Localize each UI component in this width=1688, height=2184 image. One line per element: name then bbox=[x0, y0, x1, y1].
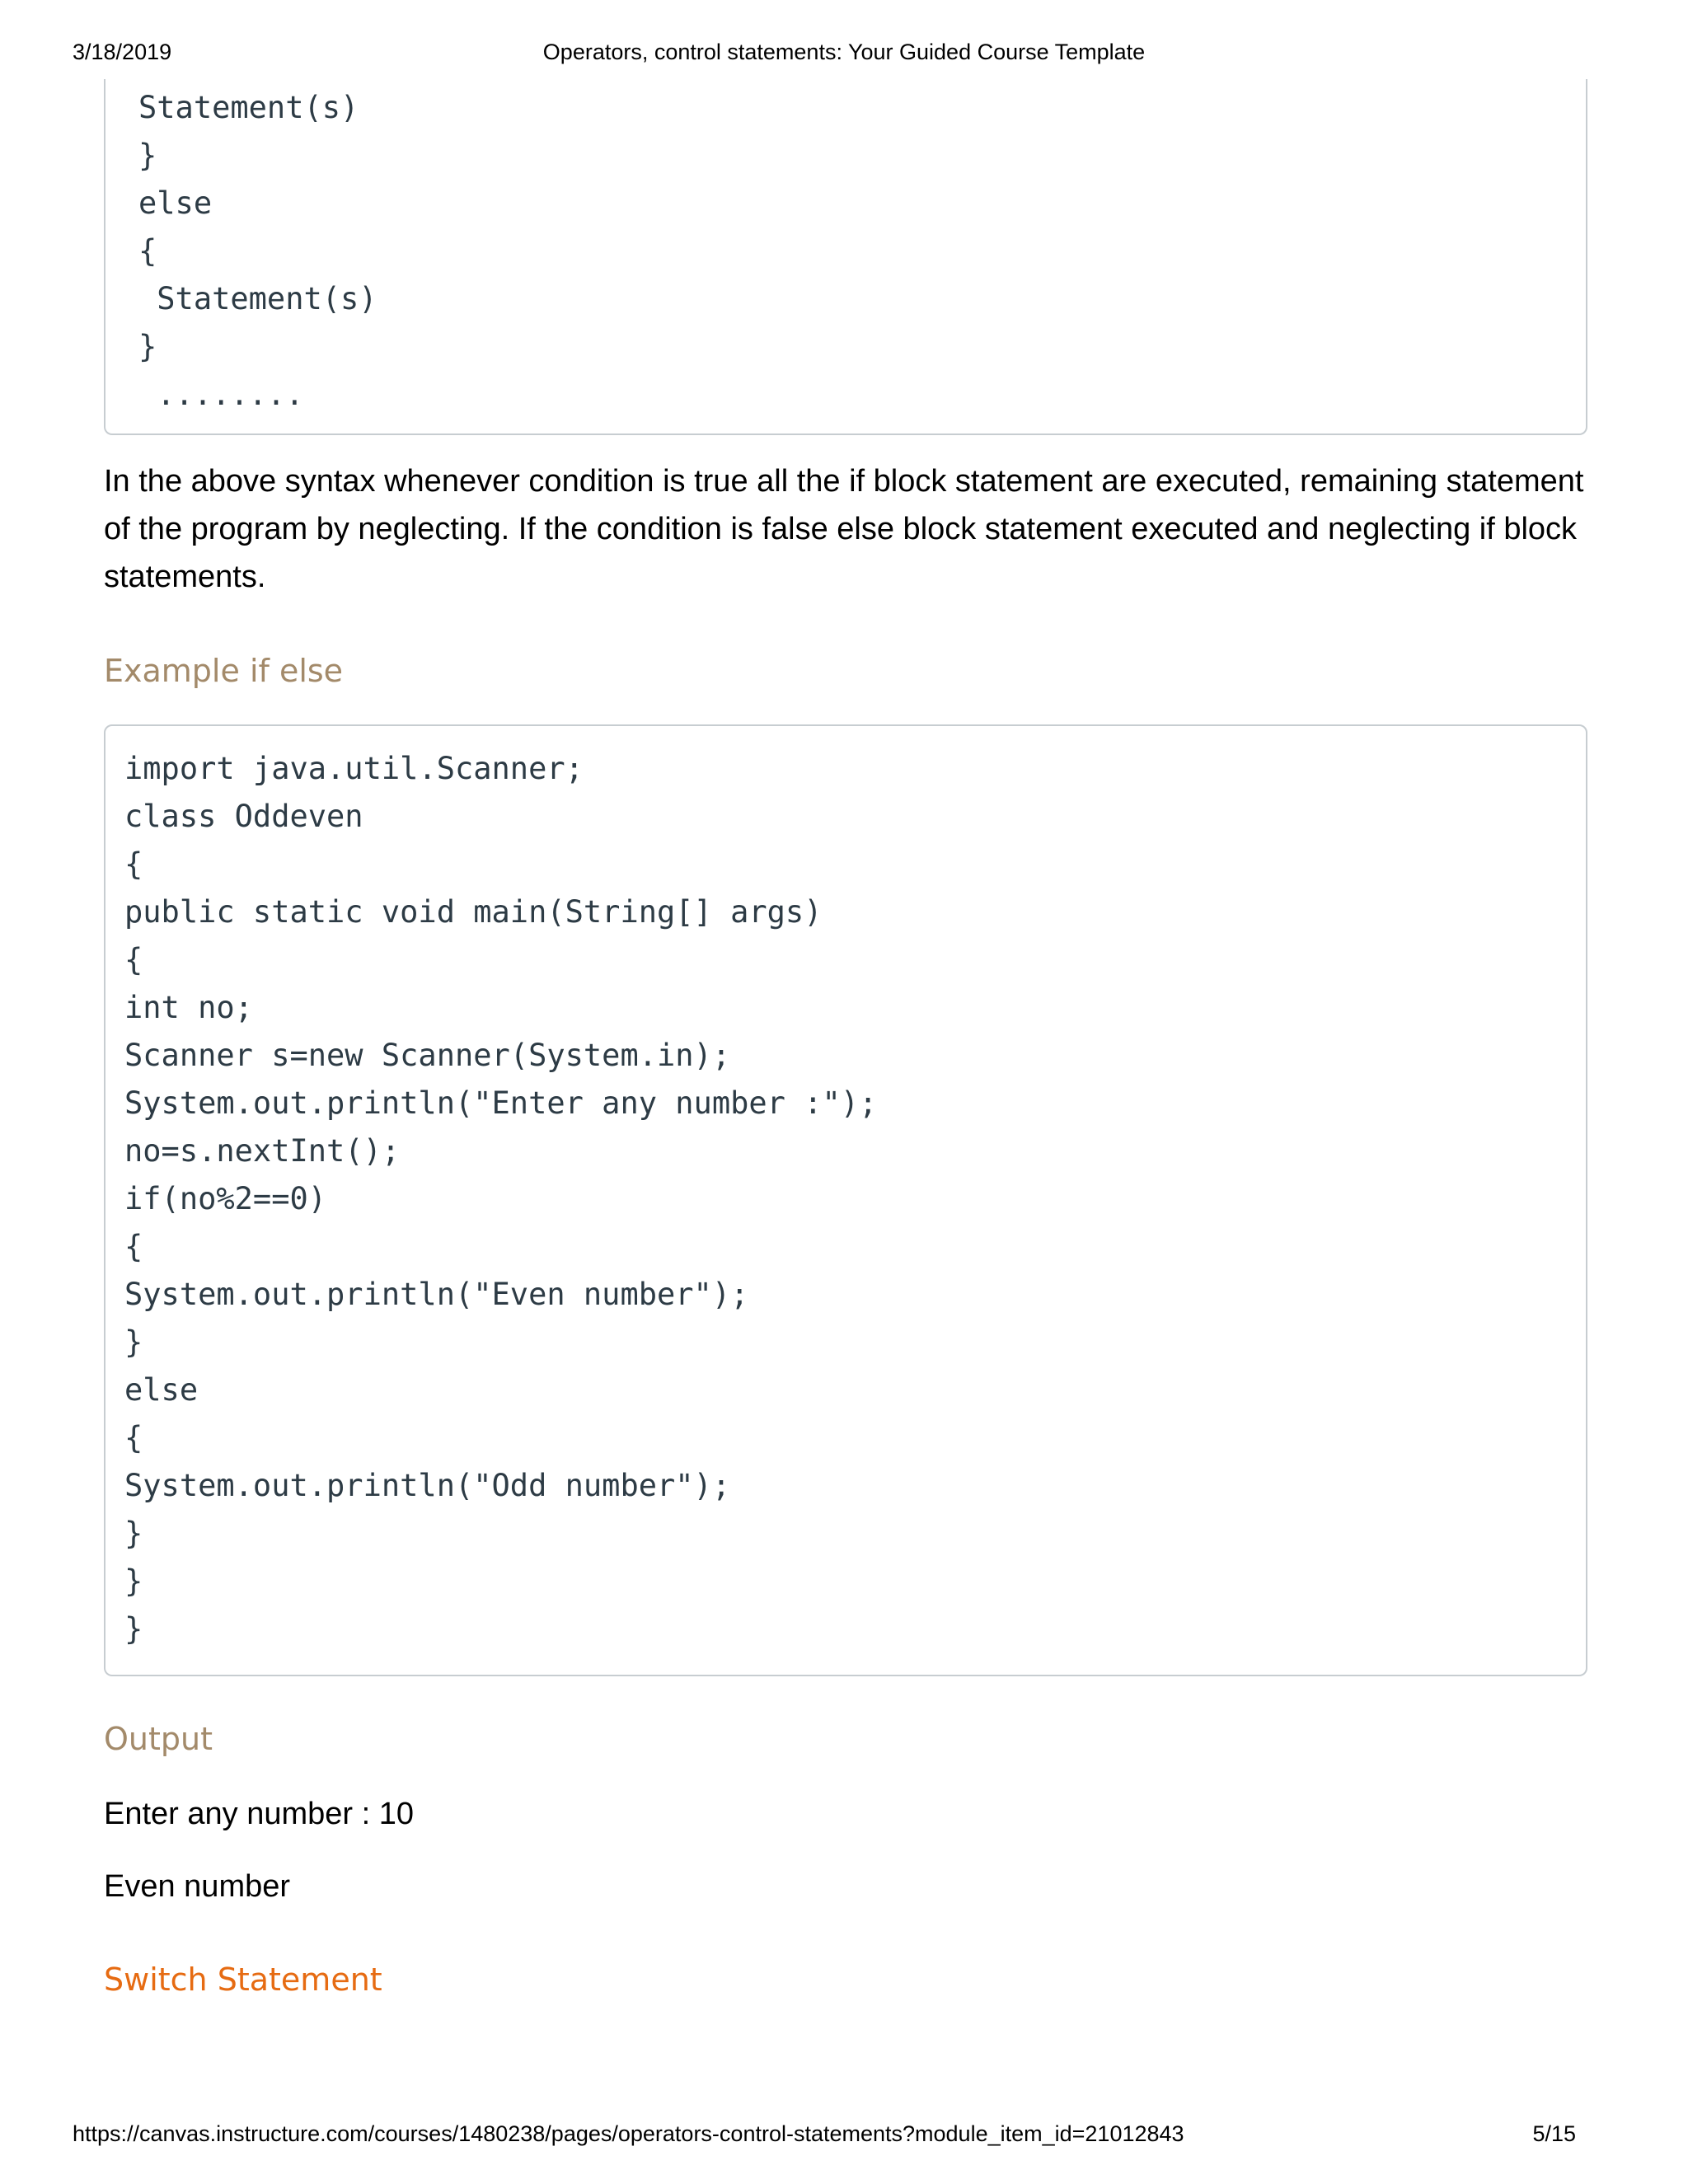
code-line: public static void main(String[] args) bbox=[124, 894, 823, 930]
code-line: else bbox=[138, 185, 213, 221]
code-line: } bbox=[124, 1324, 143, 1360]
code-line: no=s.nextInt(); bbox=[124, 1133, 401, 1169]
print-date: 3/18/2019 bbox=[73, 40, 172, 64]
code-line: { bbox=[124, 1420, 143, 1455]
code-line: else bbox=[124, 1372, 199, 1408]
code-line: { bbox=[124, 942, 143, 977]
print-footer bbox=[73, 2121, 1615, 2154]
output-heading: Output bbox=[104, 1721, 213, 1757]
code-line: Scanner s=new Scanner(System.in); bbox=[124, 1038, 731, 1073]
code-line: } bbox=[124, 1563, 143, 1599]
code-line: } bbox=[138, 138, 157, 173]
code-line: } bbox=[124, 1611, 143, 1647]
code-line: } bbox=[124, 1516, 143, 1551]
page-url: https://canvas.instructure.com/courses/1480238/pages/operators-control-statements?module_item_id=21012843 bbox=[73, 2121, 1184, 2146]
output-line: Even number bbox=[104, 1869, 291, 1904]
code-line: class Oddeven bbox=[124, 799, 363, 834]
code-line: System.out.println("Odd number"); bbox=[124, 1468, 731, 1503]
output-line: Enter any number : 10 bbox=[104, 1797, 414, 1831]
code-line: Statement(s) bbox=[138, 90, 359, 125]
code-line: System.out.println("Enter any number :"); bbox=[124, 1085, 878, 1121]
code-line: { bbox=[124, 1229, 143, 1264]
code-line: { bbox=[138, 233, 157, 269]
syntax-code-block bbox=[104, 79, 1587, 435]
code-line: int no; bbox=[124, 990, 253, 1025]
print-header bbox=[73, 40, 1615, 73]
code-line: Statement(s) bbox=[138, 281, 377, 316]
code-line: if(no%2==0) bbox=[124, 1181, 327, 1216]
code-line: { bbox=[124, 846, 143, 882]
code-line: import java.util.Scanner; bbox=[124, 751, 584, 786]
switch-statement-heading: Switch Statement bbox=[104, 1961, 382, 1998]
explanation-paragraph: In the above syntax whenever condition is true all the if block statement are executed, remaining statement of the program by neglecting. If the condition is false else block statement executed and neglecting if block statements. bbox=[104, 464, 1584, 594]
page-number: 5/15 bbox=[1532, 2121, 1576, 2146]
code-line: System.out.println("Even number"); bbox=[124, 1277, 749, 1312]
example-code-block bbox=[104, 724, 1587, 1676]
print-title: Operators, control statements: Your Guided Course Template bbox=[542, 40, 1146, 64]
code-line: ........ bbox=[138, 377, 304, 412]
example-heading: Example if else bbox=[104, 653, 344, 689]
code-line: } bbox=[138, 329, 157, 364]
